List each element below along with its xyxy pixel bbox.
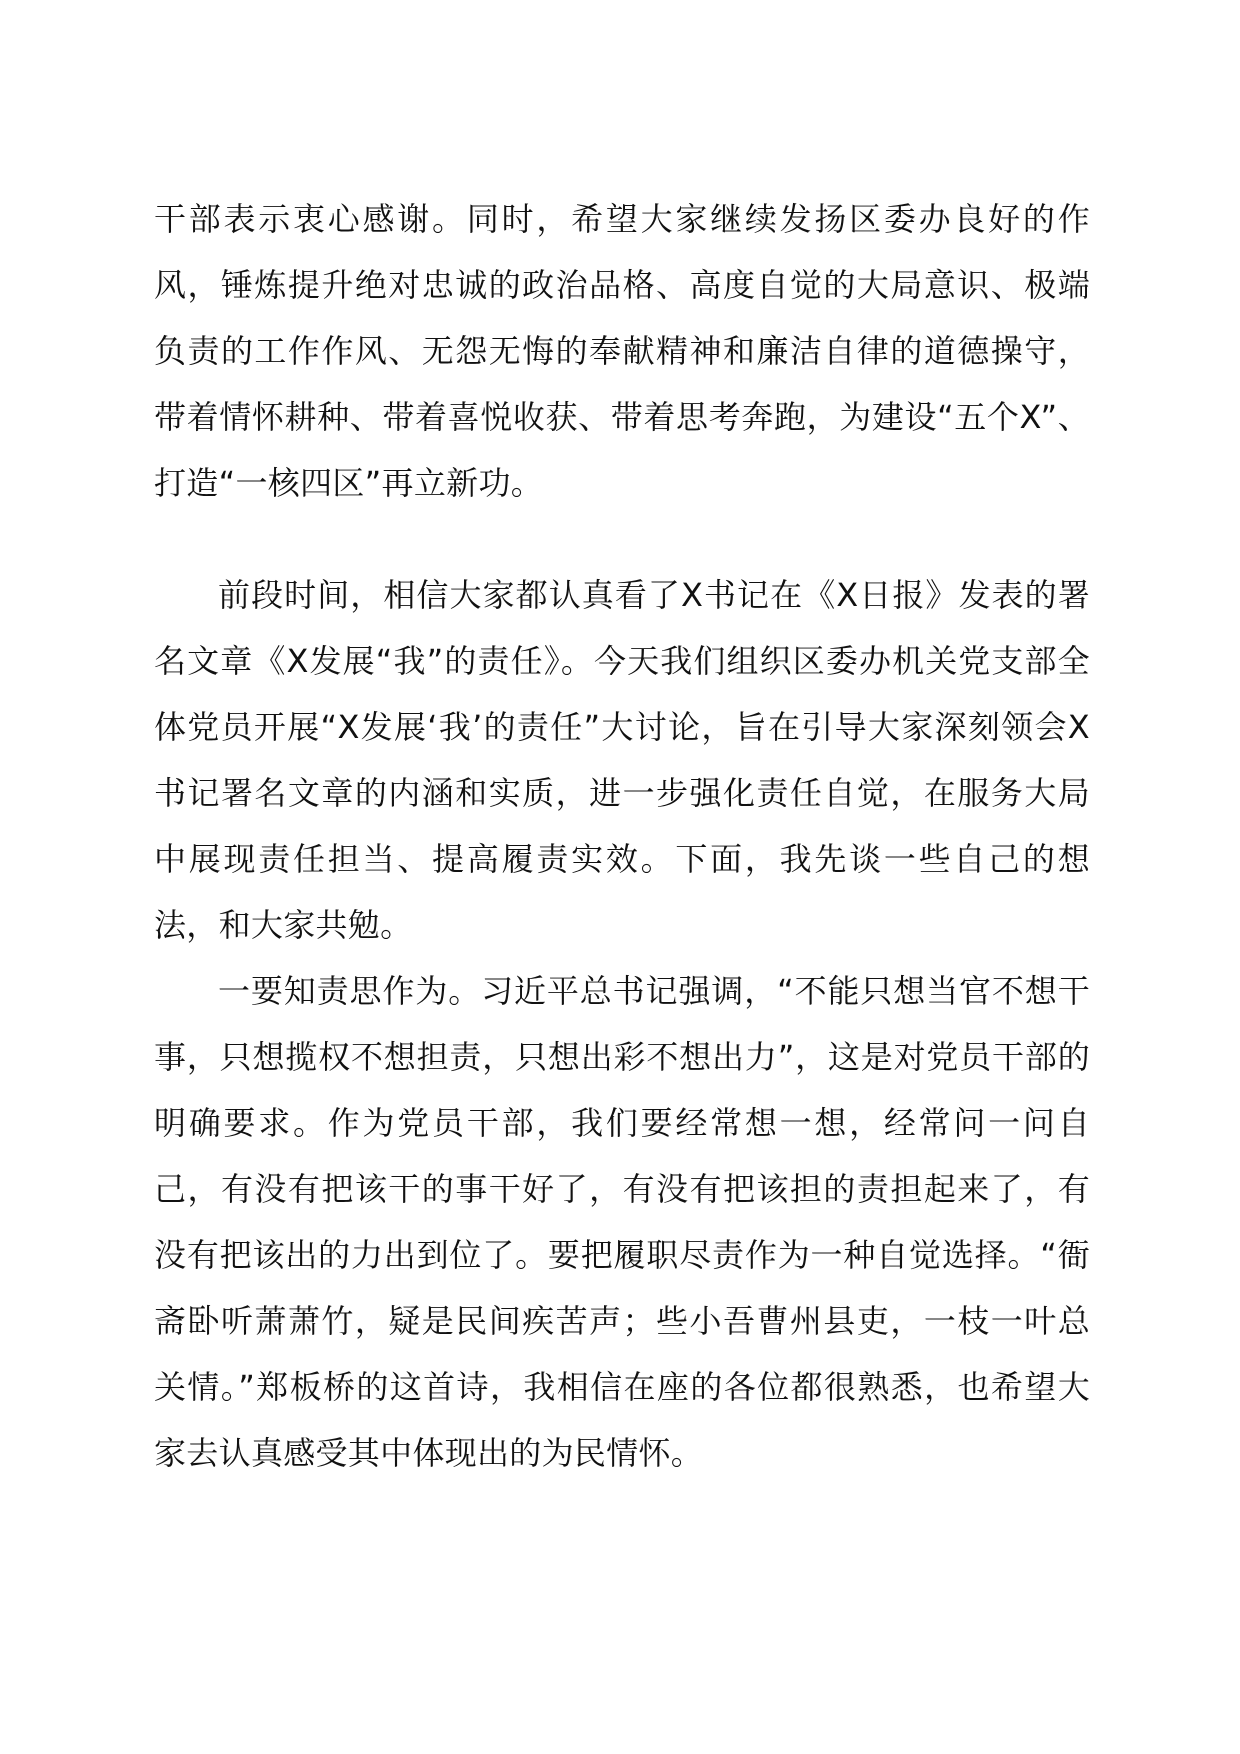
paragraph-know-responsibility: 一要知责思作为。习近平总书记强调，“不能只想当官不想干事，只想揽权不想担责，只想出彩不想出力”，这是对党员干部的明确要求。作为党员干部，我们要经常想一想，经常问一问自己，有没有把该干的事干好了，有没有把该担的责担起来了，有没有把该出的力出到位了。要把履职尽责作为一种自觉选择。“衙斋卧听萧萧竹，疑是民间疾苦声；些小吾曹州县吏，一枝一叶总关情。”郑板桥的这首诗，我相信在座的各位都很熟悉，也希望大家去认真感受其中体现出的为民情怀。	[154, 972, 1090, 1472]
paragraph-article-discussion: 前段时间，相信大家都认真看了X书记在《X日报》发表的署名文章《X发展“我”的责任》。今天我们组织区委办机关党支部全体党员开展“X发展‘我’的责任”大讨论，旨在引导大家深刻领会X书记署名文章的内涵和实质，进一步强化责任自觉，在服务大局中展现责任担当、提高履责实效。下面，我先谈一些自己的想法，和大家共勉。	[154, 576, 1090, 944]
paragraph-continuation: 干部表示衷心感谢。同时，希望大家继续发扬区委办良好的作风，锤炼提升绝对忠诚的政治品格、高度自觉的大局意识、极端负责的工作作风、无怨无悔的奉献精神和廉洁自律的道德操守，带着情怀耕种、带着喜悦收获、带着思考奔跑，为建设“五个X”、打造“一核四区”再立新功。	[154, 200, 1090, 502]
